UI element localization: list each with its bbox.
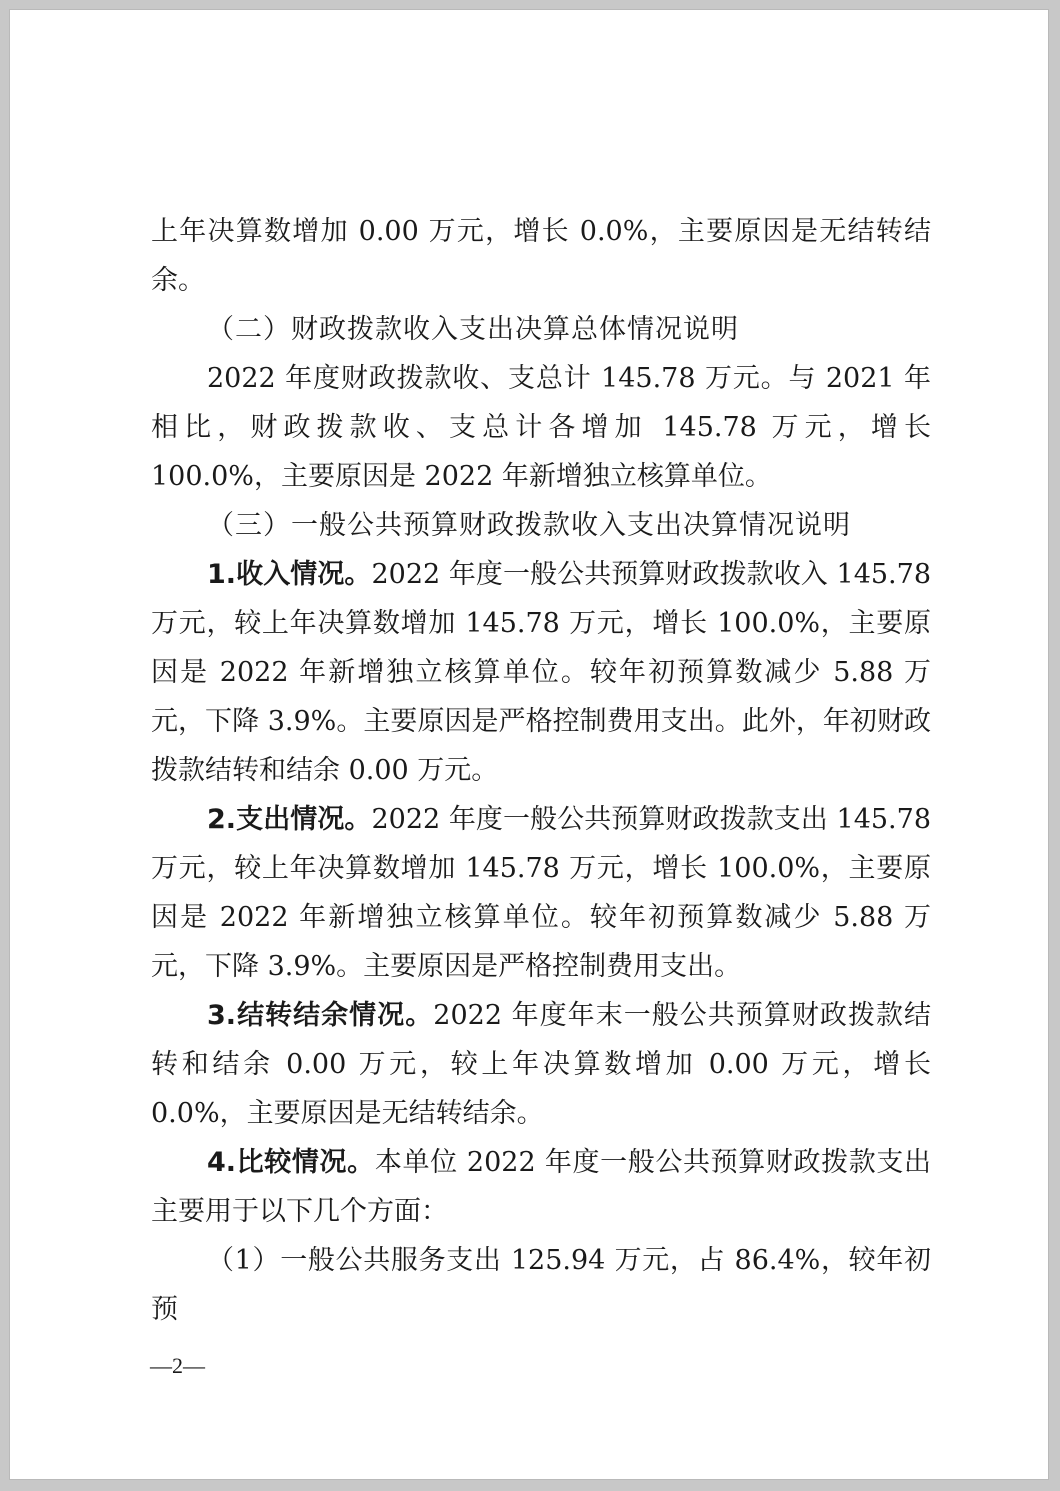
paragraph-expenditure — [151, 795, 931, 991]
paragraph-comparison — [151, 1138, 931, 1236]
carryover-text: 2022 年度年末一般公共预算财政拨款结转和结余 0.00 万元，较上年决算数增加 0.00 万元，增长 0.0%，主要原因是无结转结余。 — [151, 1000, 932, 1129]
section-heading-2: （二）财政拨款收入支出决算总体情况说明 — [207, 314, 739, 345]
section-heading-3: （三）一般公共预算财政拨款收入支出决算情况说明 — [207, 510, 851, 541]
expenditure-title: 2.支出情况。 — [207, 804, 372, 835]
paragraph-total-overview: 2022 年度财政拨款收、支总计 145.78 万元。与 2021 年相比，财政拨款收、支总计各增加 145.78 万元，增长 100.0%，主要原因是 2022 年新增独立核算单位。 — [151, 363, 931, 492]
income-text: 2022 年度一般公共预算财政拨款收入 145.78 万元，较上年决算数增加 145.78 万元，增长 100.0%，主要原因是 2022 年新增独立核算单位。较年初预算数减少 5.88 万元，下降 3.9%。主要原因是严格控制费用支出。此外，年初财政拨款结转和结余 0.00 万元。 — [151, 559, 931, 786]
income-title: 1.收入情况。 — [207, 559, 372, 590]
expenditure-text: 2022 年度一般公共预算财政拨款支出 145.78 万元，较上年决算数增加 145.78 万元，增长 100.0%，主要原因是 2022 年新增独立核算单位。较年初预算数减少 5.88 万元，下降 3.9%。主要原因是严格控制费用支出。 — [151, 804, 931, 982]
paragraph-carryover: 上年决算数增加 0.00 万元，增长 0.0%，主要原因是无结转结余。 — [151, 216, 931, 296]
comparison-text: 本单位 2022 年度一般公共预算财政拨款支出主要用于以下几个方面： — [151, 1147, 931, 1227]
document-body — [151, 207, 931, 1334]
page-number: —2— — [150, 1353, 205, 1378]
comparison-title: 4.比较情况。 — [207, 1147, 375, 1178]
paragraph-income — [151, 550, 931, 795]
paragraph-carryover-balance — [151, 991, 931, 1138]
document-page — [10, 10, 1048, 1479]
paragraph-item-1: （1）一般公共服务支出 125.94 万元，占 86.4%，较年初预 — [151, 1245, 931, 1325]
carryover-title: 3.结转结余情况。 — [207, 1000, 434, 1031]
